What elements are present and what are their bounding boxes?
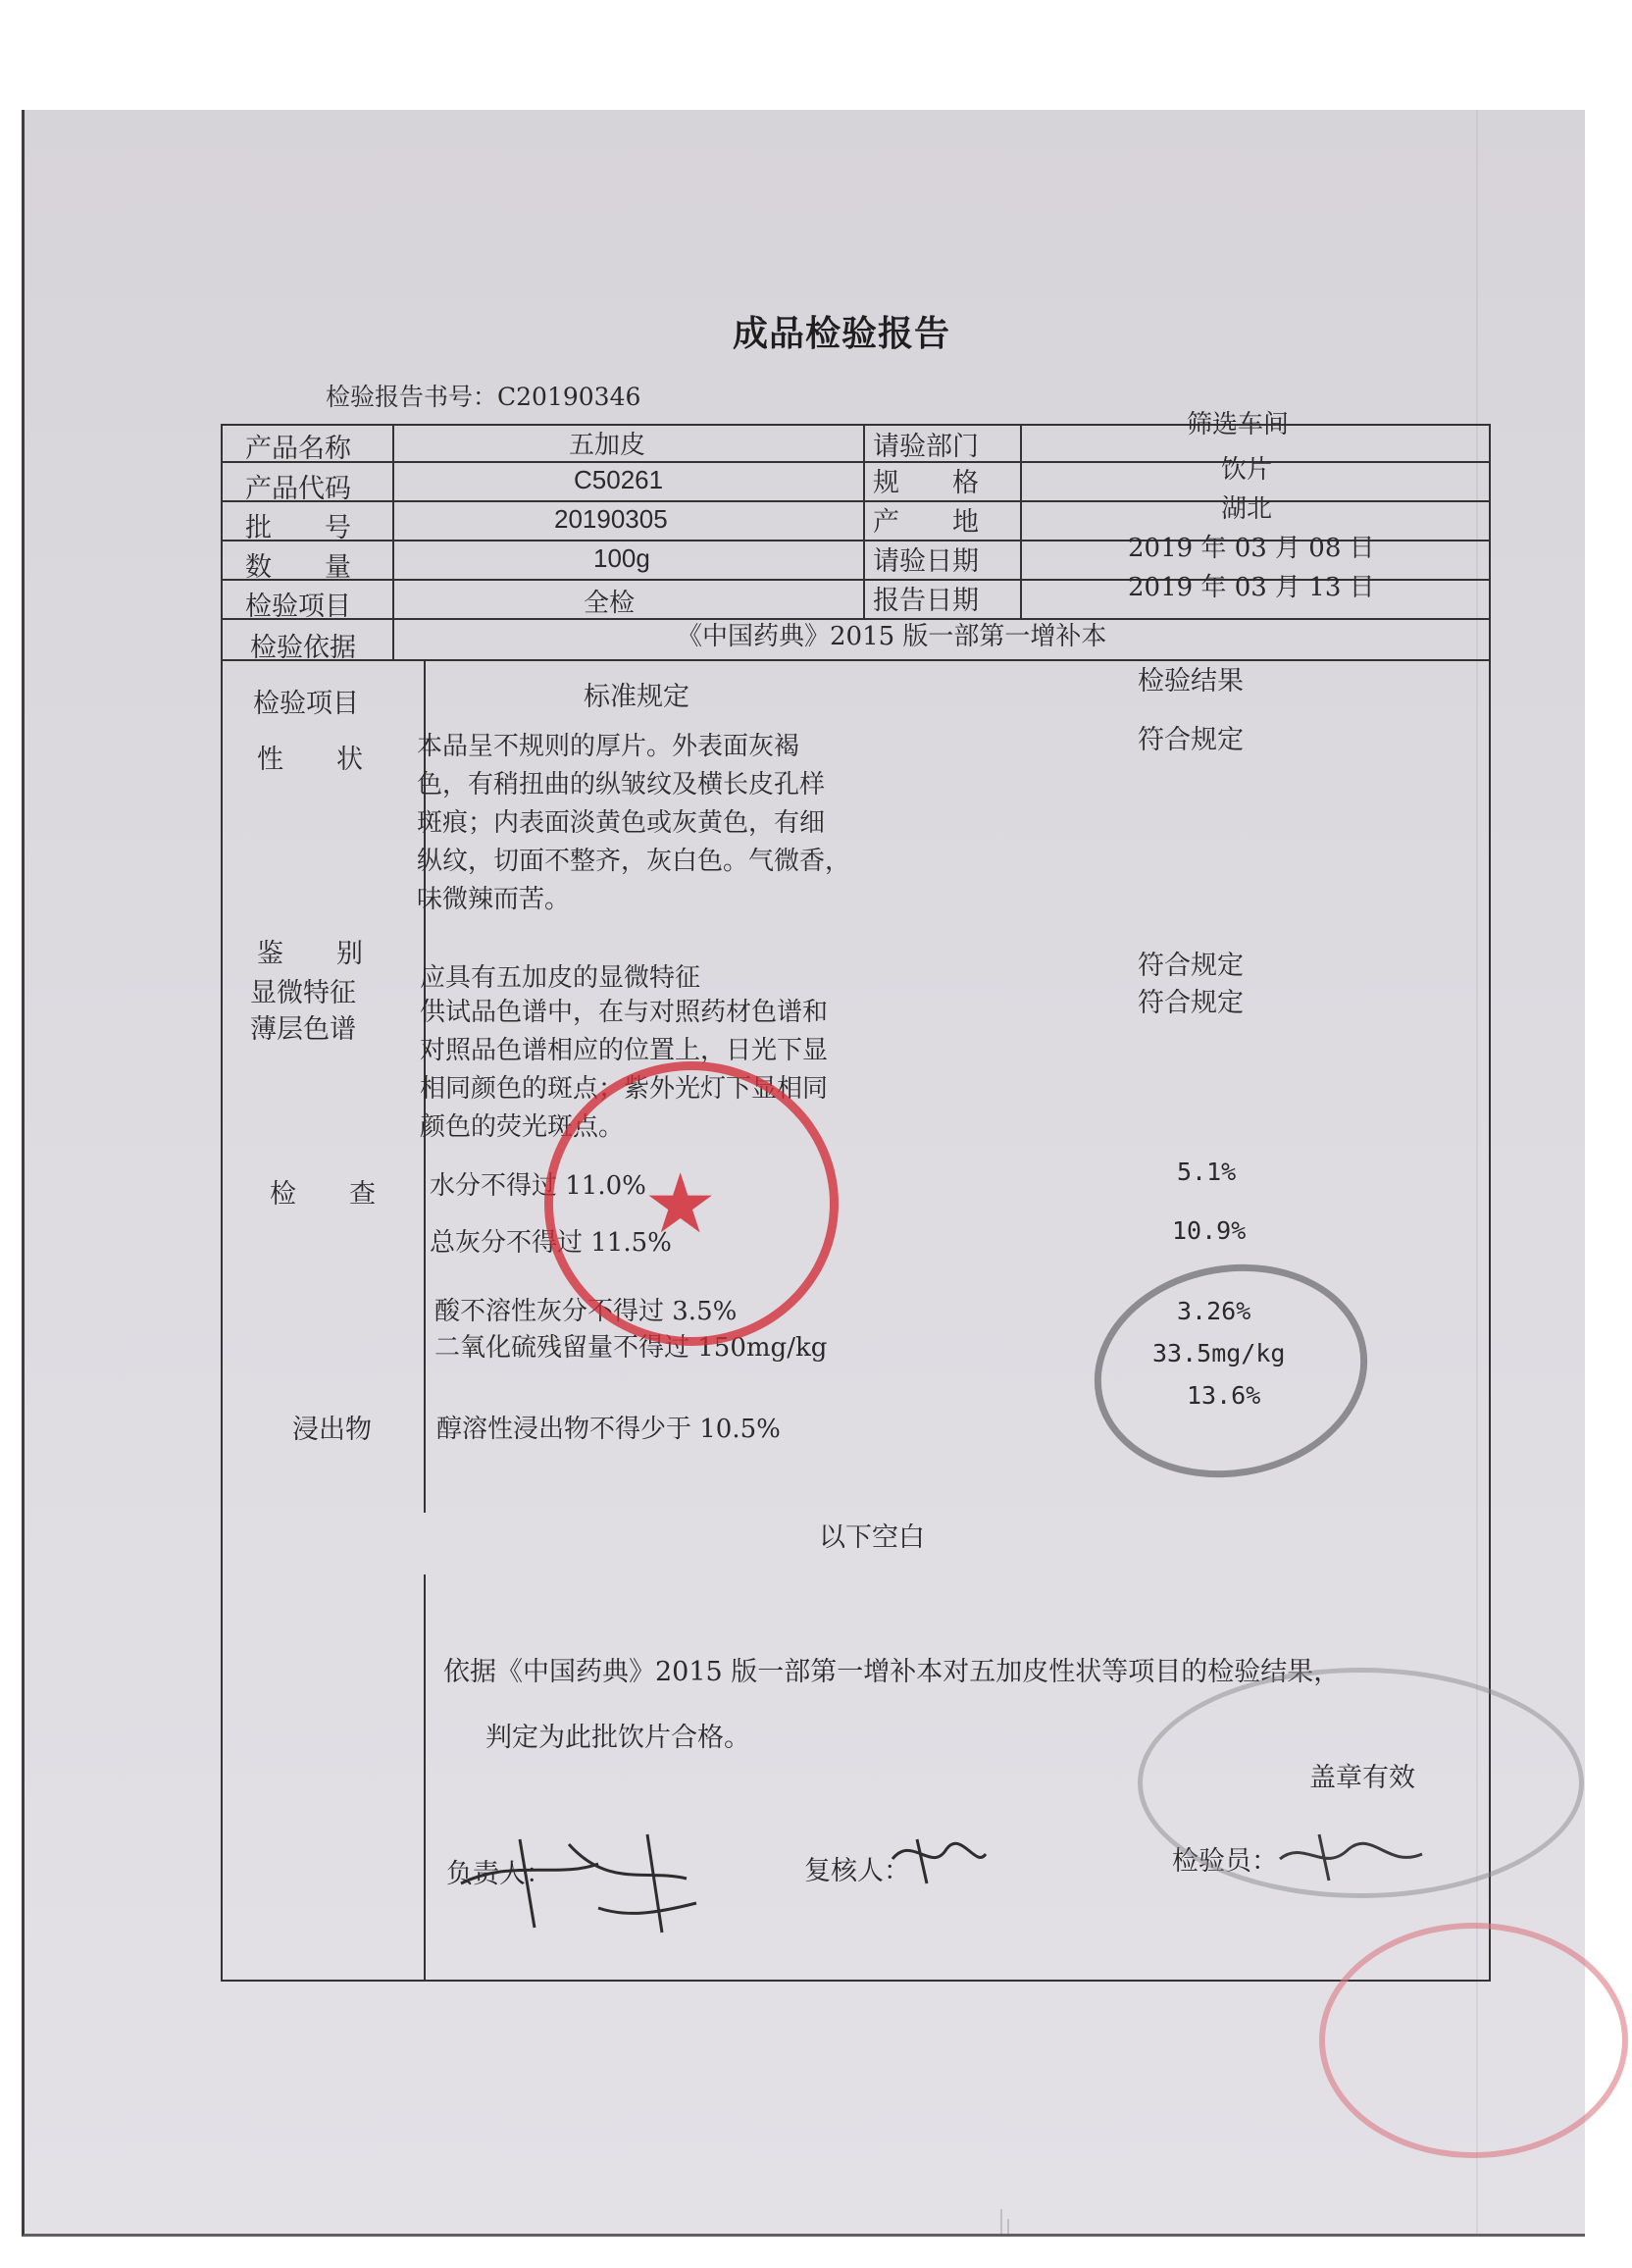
item-label: 检验项目 — [245, 592, 351, 622]
water-std: 水分不得过 11.0% — [430, 1171, 646, 1201]
rep-date-label: 报告日期 — [873, 586, 979, 616]
xingzhuang-label: 性 状 — [257, 745, 363, 775]
tlc-line: 对照品色谱相应的位置上，日光下显 — [420, 1036, 829, 1065]
seal-note: 盖章有效 — [1309, 1763, 1415, 1793]
item-value: 全检 — [584, 589, 636, 618]
grid-line — [863, 424, 865, 620]
scan-artifact — [1000, 2209, 1002, 2237]
grid-line — [221, 659, 1491, 661]
inspector-label: 检验员： — [1172, 1846, 1278, 1877]
tlc-result: 符合规定 — [1138, 988, 1244, 1018]
faint-seal — [1138, 1668, 1584, 1898]
tlc-line: 颜色的荧光斑点。 — [420, 1112, 625, 1142]
grid-line — [1020, 424, 1022, 620]
grid-line — [221, 1980, 1491, 1982]
batch-label: 批 号 — [245, 513, 351, 543]
conclusion-line-1: 依据《中国药典》2015 版一部第一增补本对五加皮性状等项目的检验结果， — [443, 1657, 1341, 1687]
grid-line — [424, 1574, 426, 1982]
xingzhuang-result: 符合规定 — [1138, 725, 1244, 755]
qty-label: 数 量 — [245, 552, 351, 583]
so2-result: 33.5mg/kg — [1152, 1339, 1286, 1367]
dept-label: 请验部门 — [873, 432, 979, 462]
origin-value: 湖北 — [1221, 494, 1273, 524]
extract-std: 醇溶性浸出物不得少于 10.5% — [436, 1415, 781, 1444]
grid-line — [221, 424, 223, 1982]
responsible-label: 负责人： — [446, 1859, 552, 1889]
extract-result: 13.6% — [1187, 1381, 1261, 1410]
acid-ash-std: 酸不溶性灰分不得过 3.5% — [434, 1297, 738, 1326]
xingzhuang-line: 纵纹，切面不整齐，灰白色。气微香， — [417, 847, 851, 876]
col-result-header: 检验结果 — [1138, 666, 1244, 696]
code-value: C50261 — [574, 465, 664, 494]
grid-line — [221, 500, 1491, 502]
blank-note: 以下空白 — [819, 1522, 925, 1553]
rep-date-value: 2019 年 03 月 13 日 — [1128, 573, 1375, 602]
water-result: 5.1% — [1177, 1158, 1237, 1186]
jiancha-label: 检 查 — [270, 1179, 376, 1210]
xingzhuang-line: 本品呈不规则的厚片。外表面灰褐 — [417, 732, 800, 761]
responsible-signature — [451, 1820, 726, 1947]
code-label: 产品代码 — [245, 474, 351, 504]
micro-result: 符合规定 — [1138, 951, 1244, 981]
extract-label: 浸出物 — [292, 1415, 372, 1445]
conclusion-line-2: 判定为此批饮片合格。 — [485, 1723, 750, 1753]
scan-artifact — [1007, 2219, 1009, 2237]
origin-label: 产 地 — [873, 507, 979, 538]
jianbie-label: 鉴 别 — [257, 939, 363, 969]
xingzhuang-line: 斑痕；内表面淡黄色或灰黄色，有细 — [417, 808, 826, 838]
qty-value: 100g — [593, 543, 650, 573]
grid-line — [392, 618, 394, 659]
ash-std: 总灰分不得过 11.5% — [430, 1228, 672, 1258]
pink-seal — [1319, 1923, 1628, 2158]
grid-line — [221, 461, 1491, 463]
micro-label: 显微特征 — [250, 978, 356, 1008]
micro-std: 应具有五加皮的显微特征 — [420, 963, 701, 993]
dept-value: 筛选车间 — [1187, 410, 1290, 439]
spec-value: 饮片 — [1221, 455, 1273, 485]
red-company-seal — [544, 1061, 839, 1346]
batch-value: 20190305 — [554, 504, 668, 534]
tlc-line: 相同颜色的斑点；紫外光灯下显相同 — [420, 1074, 829, 1104]
product-name-value: 五加皮 — [569, 431, 646, 460]
req-date-value: 2019 年 03 月 08 日 — [1128, 534, 1375, 563]
seal-star-icon: ★ — [643, 1156, 718, 1252]
tlc-line: 供试品色谱中，在与对照药材色谱和 — [420, 998, 829, 1027]
ash-result: 10.9% — [1172, 1216, 1247, 1245]
col-std-header: 标准规定 — [584, 682, 689, 712]
product-name-label: 产品名称 — [245, 434, 351, 464]
report-title: 成品检验报告 — [733, 313, 951, 354]
reviewer-label: 复核人： — [804, 1856, 910, 1886]
report-number: 检验报告书号：C20190346 — [326, 383, 641, 411]
req-date-label: 请验日期 — [873, 546, 979, 577]
basis-value: 《中国药典》2015 版一部第一增补本 — [677, 622, 1107, 651]
xingzhuang-line: 味微辣而苦。 — [417, 885, 571, 914]
spec-label: 规 格 — [873, 468, 979, 498]
scan-artifact — [1476, 110, 1478, 2237]
grid-line — [392, 424, 394, 620]
basis-label: 检验依据 — [250, 633, 356, 663]
grid-line — [221, 424, 1491, 426]
reviewer-signature — [888, 1825, 995, 1893]
acid-ash-result: 3.26% — [1177, 1297, 1251, 1325]
so2-std: 二氧化硫残留量不得过 150mg/kg — [434, 1333, 828, 1363]
xingzhuang-line: 色，有稍扭曲的纵皱纹及横长皮孔样 — [417, 770, 826, 799]
tlc-label: 薄层色谱 — [250, 1014, 356, 1045]
col-item-header: 检验项目 — [253, 689, 359, 719]
